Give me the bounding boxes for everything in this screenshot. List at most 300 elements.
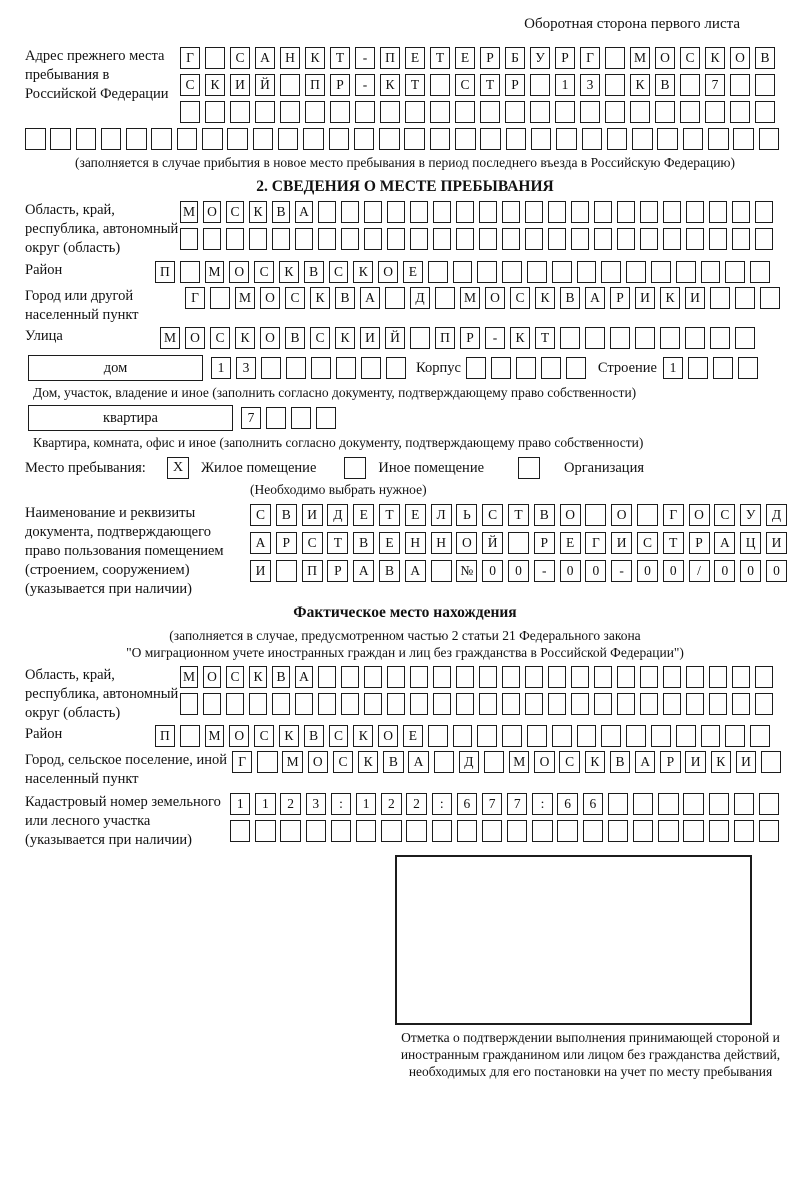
char-cell	[617, 228, 635, 250]
char-cell	[330, 101, 350, 123]
char-cell	[180, 693, 198, 715]
char-cell	[318, 693, 336, 715]
char-cell: 7	[241, 407, 261, 429]
char-cell: В	[304, 261, 324, 283]
char-cell: Г	[580, 47, 600, 69]
char-cell	[126, 128, 147, 150]
char-cell: П	[435, 327, 455, 349]
char-cell	[676, 261, 696, 283]
char-cell	[180, 101, 200, 123]
char-cell: С	[210, 327, 230, 349]
char-cell	[385, 287, 405, 309]
char-cell	[525, 666, 543, 688]
char-cell	[226, 228, 244, 250]
char-cell: Г	[663, 504, 684, 526]
char-cell: В	[655, 74, 675, 96]
char-cell	[502, 201, 520, 223]
char-cell	[732, 201, 750, 223]
char-cell	[480, 101, 500, 123]
char-cell	[177, 128, 198, 150]
char-cell: С	[329, 725, 349, 747]
char-cell	[205, 101, 225, 123]
char-cell: В	[272, 201, 290, 223]
cadastral-row-2	[230, 820, 779, 842]
char-cell	[760, 287, 780, 309]
house-caption: Дом, участок, владение и иное (заполнить согласно документу, подтверждающему право собственности)	[33, 385, 637, 400]
char-cell	[364, 693, 382, 715]
char-cell: Е	[403, 261, 423, 283]
char-cell: О	[534, 751, 554, 773]
char-cell	[532, 820, 552, 842]
char-cell	[556, 128, 577, 150]
char-cell	[608, 793, 628, 815]
char-cell: К	[510, 327, 530, 349]
char-cell	[759, 793, 779, 815]
char-cell	[686, 228, 704, 250]
char-cell	[25, 128, 46, 150]
char-cell: С	[285, 287, 305, 309]
char-cell	[227, 128, 248, 150]
char-cell: 0	[482, 560, 503, 582]
char-cell	[432, 820, 452, 842]
actual-region-row-1	[180, 666, 773, 688]
char-cell	[456, 693, 474, 715]
char-cell	[406, 820, 426, 842]
char-cell	[730, 74, 750, 96]
char-cell	[354, 128, 375, 150]
char-cell	[701, 725, 721, 747]
char-cell: В	[353, 532, 374, 554]
char-cell: П	[155, 261, 175, 283]
char-cell	[594, 666, 612, 688]
char-cell	[633, 793, 653, 815]
char-cell: А	[295, 201, 313, 223]
char-cell: Г	[585, 532, 606, 554]
char-cell: А	[360, 287, 380, 309]
char-cell	[410, 693, 428, 715]
char-cell	[560, 327, 580, 349]
char-cell	[710, 327, 730, 349]
char-cell: И	[736, 751, 756, 773]
char-cell	[701, 261, 721, 283]
char-cell	[455, 101, 475, 123]
char-cell: Т	[327, 532, 348, 554]
char-cell	[552, 725, 572, 747]
char-cell: О	[229, 725, 249, 747]
char-cell: -	[355, 74, 375, 96]
char-cell	[755, 74, 775, 96]
char-cell: О	[260, 287, 280, 309]
char-cell: А	[635, 751, 655, 773]
char-cell	[479, 666, 497, 688]
char-cell	[610, 327, 630, 349]
char-cell	[548, 228, 566, 250]
char-cell: Е	[379, 532, 400, 554]
char-cell	[759, 820, 779, 842]
char-cell: 2	[406, 793, 426, 815]
char-cell: Н	[280, 47, 300, 69]
char-cell: К	[585, 751, 605, 773]
char-cell: Р	[555, 47, 575, 69]
char-cell: М	[205, 261, 225, 283]
char-cell	[683, 820, 703, 842]
char-cell: Д	[327, 504, 348, 526]
char-cell: 7	[705, 74, 725, 96]
char-cell: Й	[255, 74, 275, 96]
char-cell	[306, 820, 326, 842]
char-cell	[434, 751, 454, 773]
char-cell	[336, 357, 356, 379]
char-cell	[230, 820, 250, 842]
char-cell	[663, 693, 681, 715]
char-cell: 1	[255, 793, 275, 815]
char-cell: 1	[555, 74, 575, 96]
char-cell	[205, 47, 225, 69]
actual-city-label: Город, сельское поселение, иной населенный пункт	[25, 752, 228, 787]
char-cell	[433, 201, 451, 223]
char-cell: Т	[508, 504, 529, 526]
char-cell	[571, 693, 589, 715]
char-cell	[755, 693, 773, 715]
char-cell: Р	[460, 327, 480, 349]
char-cell	[410, 201, 428, 223]
char-cell: О	[689, 504, 710, 526]
char-cell	[725, 261, 745, 283]
char-cell: П	[302, 560, 323, 582]
char-cell: С	[180, 74, 200, 96]
char-cell	[341, 666, 359, 688]
char-cell	[640, 666, 658, 688]
char-cell: О	[730, 47, 750, 69]
char-cell	[364, 201, 382, 223]
char-cell	[430, 128, 451, 150]
char-cell	[582, 128, 603, 150]
char-cell: С	[333, 751, 353, 773]
char-cell: О	[655, 47, 675, 69]
char-cell	[479, 693, 497, 715]
char-cell: М	[205, 725, 225, 747]
char-cell	[686, 201, 704, 223]
char-cell	[530, 101, 550, 123]
char-cell	[433, 228, 451, 250]
region-label: Область, край, республика, автономный округ (область)	[25, 202, 179, 256]
char-cell	[404, 128, 425, 150]
char-cell	[380, 101, 400, 123]
char-cell: 1	[356, 793, 376, 815]
char-cell: И	[635, 287, 655, 309]
char-cell	[730, 101, 750, 123]
char-cell	[387, 228, 405, 250]
char-cell	[738, 357, 758, 379]
char-cell	[410, 327, 430, 349]
char-cell: К	[249, 201, 267, 223]
char-cell	[617, 693, 635, 715]
district-block	[25, 261, 785, 283]
char-cell	[686, 693, 704, 715]
char-cell: Г	[185, 287, 205, 309]
char-cell: 0	[637, 560, 658, 582]
char-cell	[151, 128, 172, 150]
char-cell: С	[510, 287, 530, 309]
char-cell: А	[255, 47, 275, 69]
char-cell	[387, 201, 405, 223]
char-cell: С	[302, 532, 323, 554]
char-cell	[605, 74, 625, 96]
char-cell	[755, 666, 773, 688]
char-cell	[732, 666, 750, 688]
char-cell: О	[203, 201, 221, 223]
document-block	[25, 504, 785, 599]
char-cell	[541, 357, 561, 379]
char-cell: И	[250, 560, 271, 582]
char-cell	[272, 693, 290, 715]
char-cell: Т	[379, 504, 400, 526]
char-cell	[555, 101, 575, 123]
char-cell	[457, 820, 477, 842]
char-cell: С	[455, 74, 475, 96]
char-cell: П	[305, 74, 325, 96]
char-cell	[508, 532, 529, 554]
char-cell	[605, 101, 625, 123]
char-cell: Т	[430, 47, 450, 69]
char-cell	[435, 287, 455, 309]
char-cell	[630, 101, 650, 123]
char-cell	[431, 560, 452, 582]
char-cell: Т	[405, 74, 425, 96]
char-cell: М	[460, 287, 480, 309]
char-cell: Р	[330, 74, 350, 96]
cadastral-block	[25, 793, 785, 850]
char-cell	[405, 101, 425, 123]
option-residential-label: Жилое помещение	[201, 460, 317, 476]
char-cell	[577, 261, 597, 283]
char-cell: Т	[663, 532, 684, 554]
char-cell: П	[380, 47, 400, 69]
char-cell	[203, 693, 221, 715]
char-cell	[266, 407, 286, 429]
char-cell	[759, 128, 780, 150]
char-cell: К	[279, 725, 299, 747]
char-cell	[626, 725, 646, 747]
char-cell: И	[685, 287, 705, 309]
char-cell	[280, 820, 300, 842]
char-cell	[50, 128, 71, 150]
city-label: Город или другой населенный пункт	[25, 288, 139, 323]
char-cell	[364, 228, 382, 250]
char-cell	[410, 666, 428, 688]
char-cell	[180, 261, 200, 283]
char-cell: Е	[403, 725, 423, 747]
char-cell	[202, 128, 223, 150]
actual-district-block	[25, 725, 785, 747]
char-cell	[676, 725, 696, 747]
char-cell	[548, 666, 566, 688]
char-cell	[755, 101, 775, 123]
char-cell	[527, 725, 547, 747]
char-cell	[477, 261, 497, 283]
char-cell: К	[235, 327, 255, 349]
char-cell	[525, 228, 543, 250]
char-cell: С	[329, 261, 349, 283]
char-cell	[683, 128, 704, 150]
char-cell: К	[279, 261, 299, 283]
char-cell	[502, 228, 520, 250]
char-cell: Н	[431, 532, 452, 554]
char-cell	[311, 357, 331, 379]
char-cell: К	[205, 74, 225, 96]
char-cell: И	[230, 74, 250, 96]
actual-district-label: Район	[25, 726, 63, 742]
char-cell	[316, 407, 336, 429]
char-cell	[428, 261, 448, 283]
region-block	[25, 201, 785, 258]
char-cell: М	[630, 47, 650, 69]
char-cell	[502, 693, 520, 715]
char-cell	[341, 201, 359, 223]
confirmation-stamp-box	[395, 855, 752, 1025]
char-cell	[507, 820, 527, 842]
char-cell	[548, 201, 566, 223]
char-cell	[713, 357, 733, 379]
char-cell	[531, 128, 552, 150]
char-cell	[660, 327, 680, 349]
char-cell	[709, 201, 727, 223]
char-cell: 0	[740, 560, 761, 582]
char-cell	[657, 128, 678, 150]
char-cell	[617, 666, 635, 688]
prev-address-row-4	[25, 128, 785, 150]
prev-address-row-1	[180, 47, 775, 69]
char-cell	[525, 693, 543, 715]
char-cell	[663, 666, 681, 688]
char-cell: О	[308, 751, 328, 773]
char-cell	[253, 128, 274, 150]
char-cell	[180, 228, 198, 250]
char-cell	[663, 201, 681, 223]
char-cell	[318, 201, 336, 223]
char-cell: И	[302, 504, 323, 526]
actual-city-block	[25, 751, 785, 789]
char-cell	[410, 228, 428, 250]
char-cell: Е	[455, 47, 475, 69]
char-cell	[705, 101, 725, 123]
char-cell: 0	[585, 560, 606, 582]
region-row-2	[180, 228, 773, 250]
street-row	[160, 327, 755, 349]
char-cell: А	[585, 287, 605, 309]
char-cell	[331, 820, 351, 842]
char-cell	[734, 820, 754, 842]
char-cell: 2	[381, 793, 401, 815]
actual-region-label: Область, край, республика, автономный округ (область)	[25, 667, 179, 721]
char-cell	[626, 261, 646, 283]
char-cell: К	[630, 74, 650, 96]
char-cell: С	[714, 504, 735, 526]
char-cell: :	[331, 793, 351, 815]
char-cell	[387, 666, 405, 688]
stroenie-row	[663, 357, 758, 379]
char-cell	[272, 228, 290, 250]
char-cell	[286, 357, 306, 379]
checkbox-organization	[518, 457, 540, 479]
char-cell: А	[714, 532, 735, 554]
section2-title: 2. СВЕДЕНИЯ О МЕСТЕ ПРЕБЫВАНИЯ	[256, 178, 554, 195]
char-cell	[594, 228, 612, 250]
char-cell: 0	[766, 560, 787, 582]
char-cell	[295, 693, 313, 715]
char-cell	[709, 666, 727, 688]
char-cell	[552, 261, 572, 283]
char-cell: 0	[560, 560, 581, 582]
char-cell	[709, 228, 727, 250]
char-cell	[466, 357, 486, 379]
region-row-1	[180, 201, 773, 223]
char-cell	[341, 228, 359, 250]
char-cell	[585, 327, 605, 349]
stroenie-label: Строение	[597, 360, 657, 376]
apartment-type-box: квартира	[28, 405, 233, 431]
char-cell: С	[559, 751, 579, 773]
char-cell	[226, 693, 244, 715]
char-cell	[355, 101, 375, 123]
char-cell: В	[379, 560, 400, 582]
char-cell: В	[272, 666, 290, 688]
char-cell	[276, 560, 297, 582]
char-cell	[683, 793, 703, 815]
char-cell: Й	[482, 532, 503, 554]
char-cell: В	[560, 287, 580, 309]
char-cell: О	[378, 261, 398, 283]
char-cell: О	[185, 327, 205, 349]
char-cell: Е	[353, 504, 374, 526]
char-cell	[433, 666, 451, 688]
char-cell	[594, 693, 612, 715]
char-cell: 7	[482, 793, 502, 815]
char-cell	[680, 101, 700, 123]
char-cell: И	[360, 327, 380, 349]
char-cell	[732, 693, 750, 715]
char-cell	[530, 74, 550, 96]
char-cell: Ц	[740, 532, 761, 554]
char-cell: О	[456, 532, 477, 554]
char-cell: О	[611, 504, 632, 526]
char-cell	[249, 693, 267, 715]
char-cell: А	[295, 666, 313, 688]
char-cell	[708, 128, 729, 150]
char-cell: О	[485, 287, 505, 309]
char-cell	[658, 793, 678, 815]
char-cell: Е	[405, 47, 425, 69]
char-cell: Г	[180, 47, 200, 69]
char-cell	[735, 287, 755, 309]
char-cell: Д	[766, 504, 787, 526]
char-cell: -	[355, 47, 375, 69]
char-cell: Й	[385, 327, 405, 349]
char-cell: Р	[610, 287, 630, 309]
document-label: Наименование и реквизиты документа, подтверждающего право пользования помещением (строением, сооружением) (указывается при наличии)	[25, 505, 224, 597]
document-row-3	[250, 560, 787, 582]
prev-address-block	[25, 47, 785, 123]
char-cell	[255, 101, 275, 123]
char-cell: Р	[505, 74, 525, 96]
char-cell	[617, 201, 635, 223]
district-row	[155, 261, 770, 283]
street-block	[25, 327, 785, 349]
char-cell	[735, 327, 755, 349]
char-cell	[709, 820, 729, 842]
char-cell	[433, 693, 451, 715]
char-cell: М	[160, 327, 180, 349]
